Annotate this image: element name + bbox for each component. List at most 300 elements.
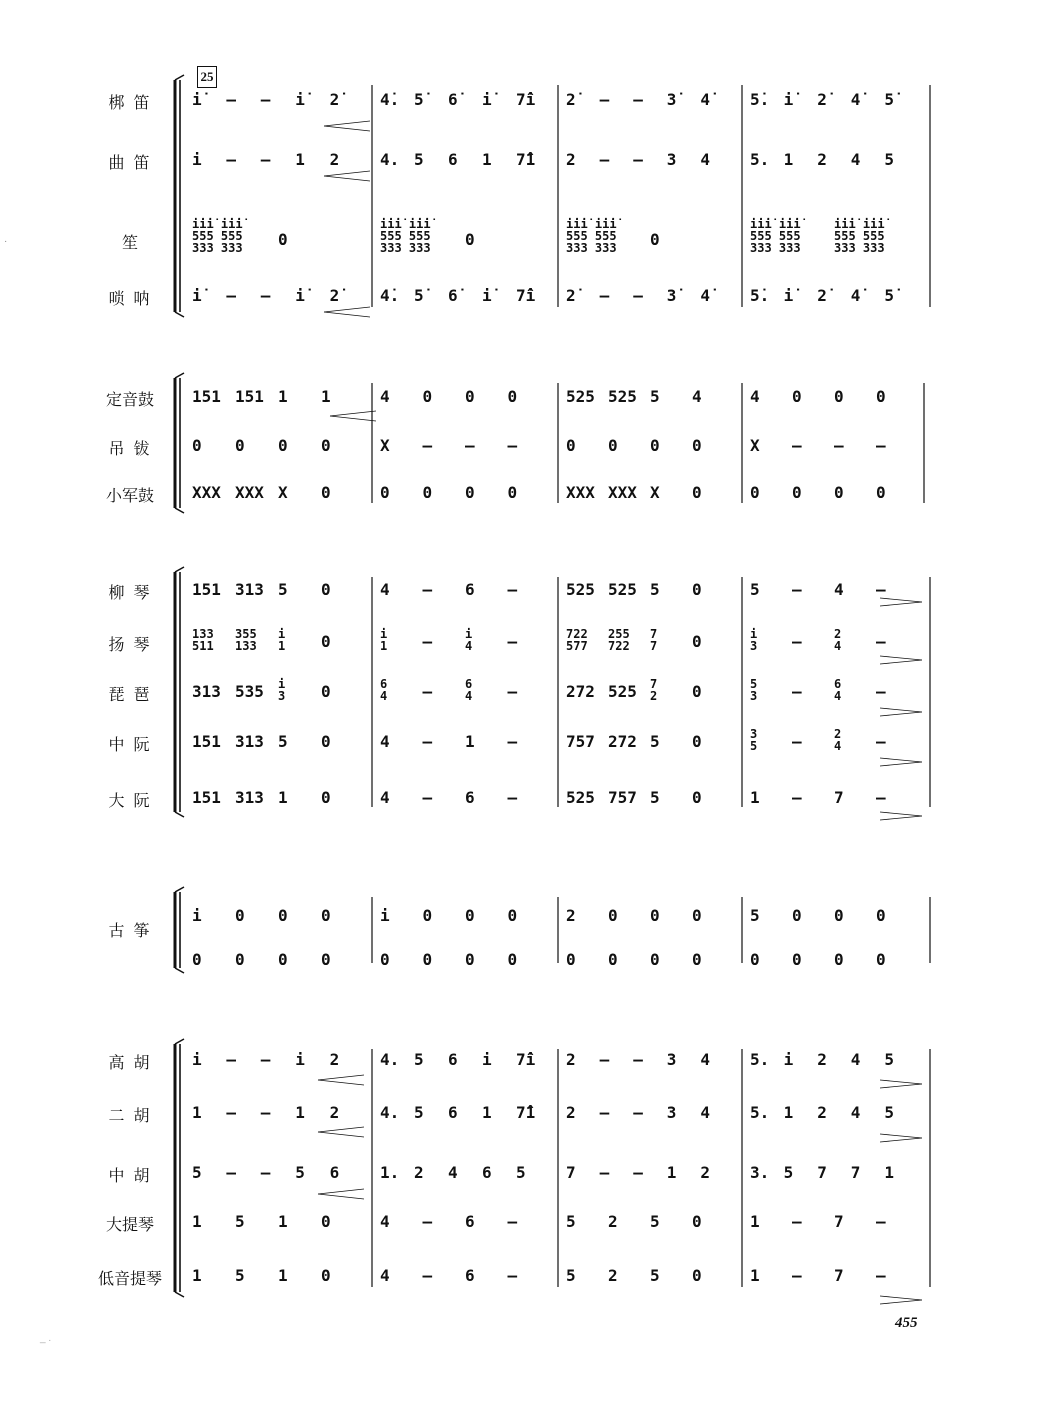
hairpin [324,121,370,126]
note-token: 4 [692,387,702,406]
note-token: 313 [235,580,264,599]
note-token: 7 [834,1266,844,1285]
note-token: 5 [884,150,895,169]
note-token: XXX [235,483,264,502]
note-token: – [876,682,886,701]
note-token: 7̂1 [516,1103,536,1122]
note-token: – [507,1266,518,1285]
note-token: 4. [380,1103,400,1122]
note-token: XXX [566,483,595,502]
note-token: 0 [235,436,245,455]
note-token: i 1 [380,627,388,653]
note-token: 5 [750,580,760,599]
note-token: 2 [566,1050,576,1069]
note-token: 525 [566,580,595,599]
note-token: 6 [448,1103,458,1122]
note-token: 0 [321,732,331,751]
instrument-name: 中 胡 [108,1166,152,1185]
hairpin [330,411,376,416]
note-token: – [792,580,802,599]
note-token: 133 511 [192,627,214,653]
note-token: 0 [692,483,702,502]
note-token: 2 [566,150,576,169]
note-token: 4̇ [850,90,861,109]
note-token: – [599,150,610,169]
note-token: 2 4 [834,727,842,753]
note-token: 0 [321,483,331,502]
bracket-hook [175,312,184,317]
hairpin [880,660,922,664]
note-token: – [599,1163,610,1182]
instrument-name: 定音鼓 [105,390,154,409]
note-token: 0 [692,632,702,651]
note-token: 2 [608,1212,618,1231]
note-token: 1 [482,150,492,169]
note-token: – [260,1103,271,1122]
note-token: 355 133 [235,627,257,653]
note-token: 6 4 [380,677,388,703]
note-token: 6 [482,1163,492,1182]
note-token: 1 [482,1103,492,1122]
bracket-hook [175,1292,184,1297]
note-token: 2 [329,1103,340,1122]
note-token: 5 [783,1163,794,1182]
note-token: i [482,1050,492,1069]
hairpin [880,1084,922,1088]
note-token: 5 [650,732,660,751]
note-token: 1 [750,788,760,807]
note-token: 0 [650,436,660,455]
note-token: 7 [834,788,844,807]
note-token: – [422,1266,433,1285]
bracket-hook [175,373,184,378]
instrument-name: 高 胡 [108,1053,152,1072]
hairpin [880,1134,922,1138]
note-token: 1 [192,1212,202,1231]
note-token: – [226,1050,237,1069]
note-token: 4 [380,788,390,807]
bracket-hook [175,968,184,973]
note-token: – [226,1163,237,1182]
note-token: i [192,150,202,169]
note-token: 1 [666,1163,677,1182]
note-token: 5 [750,906,760,925]
note-token: – [633,1050,643,1069]
note-token: 2 [817,150,827,169]
note-token: 1 [750,1212,760,1231]
note-token: 4 [448,1163,458,1182]
note-token: 0 [750,483,760,502]
note-token: i̇ [192,90,202,109]
instrument-name: 曲 笛 [108,153,152,172]
note-token: 0 [834,906,844,925]
note-token: 0 [792,950,802,969]
note-token: i̇ [482,90,492,109]
note-token: – [422,1212,433,1231]
note-token: 0 [692,906,702,925]
note-token: 4. [380,150,400,169]
bracket-hook [175,508,184,513]
note-token: 757 [608,788,637,807]
note-token: 0 [422,950,433,969]
note-token: i̇i̇i̇ i̇i̇i̇ 555 555 333 333 [192,217,243,255]
note-token: 0 [507,906,518,925]
note-token: 5̇ [884,90,895,109]
hairpin [324,307,370,312]
margin-mark: · [4,236,8,247]
note-token: 2 [817,1103,827,1122]
note-token: i [192,1050,202,1069]
note-token: i̇ [295,286,305,305]
note-token: 5̇. [750,90,770,109]
note-token: 6 [448,1050,458,1069]
note-token: 5 [278,732,288,751]
hairpin [324,126,370,131]
instrument-name: 大提琴 [105,1215,154,1234]
note-token: – [792,788,802,807]
note-token: 6̇ [448,286,458,305]
note-token: 2̇ [329,286,340,305]
note-token: 5̇ [884,286,895,305]
instrument-name: 唢 呐 [108,289,152,308]
note-token: – [422,682,433,701]
note-token: X [750,436,760,455]
note-token: 1 [295,1103,305,1122]
note-token: i̇i̇i̇ i̇i̇i̇ 555 555 333 333 [834,217,885,255]
note-token: – [507,632,518,651]
note-token: 4 [380,580,390,599]
note-token: i̇ [783,286,794,305]
bracket-hook [175,1039,184,1044]
note-token: – [260,1050,271,1069]
note-token: 2 [414,1163,424,1182]
note-token: XXX [192,483,221,502]
bracket-hook [175,812,184,817]
note-token: 5 [566,1266,576,1285]
note-token: 0 [321,580,331,599]
note-token: 0 [321,632,331,651]
note-token: 4 [850,1050,861,1069]
hairpin [318,1189,364,1194]
note-token: 5 [884,1050,895,1069]
note-token: i̇i̇i̇ i̇i̇i̇ 555 555 333 333 [380,217,431,255]
hairpin [880,1296,922,1300]
note-token: 0 [422,906,433,925]
note-token: 5 [650,580,660,599]
note-token: 0 [692,682,702,701]
note-token: 0 [692,950,702,969]
note-token: 1 [750,1266,760,1285]
note-token: 0 [876,483,886,502]
note-token: 2 [566,906,576,925]
instrument-name: 吊 钹 [108,439,152,458]
note-token: 7 [834,1212,844,1231]
rehearsal-mark: 25 [197,66,217,88]
note-token: 5. [750,1103,770,1122]
note-token: 0 [507,950,518,969]
note-token: – [260,150,271,169]
note-token: i̇ [482,286,492,305]
note-token: – [226,90,237,109]
note-token: – [507,580,518,599]
note-token: 0 [465,230,475,249]
hairpin [880,598,922,602]
note-token: – [633,286,643,305]
note-token: 4 [850,150,861,169]
note-token: i 3 [278,677,286,703]
hairpin [324,312,370,317]
note-token: – [792,1212,802,1231]
hairpin [880,708,922,712]
note-token: 4̇ [700,90,711,109]
note-token: 5 [650,788,660,807]
hairpin [880,602,922,606]
note-token: 2̇ [817,90,827,109]
note-token: 272 [566,682,595,701]
note-token: 0 [235,950,245,969]
note-token: 5 [235,1266,245,1285]
note-token: 4 [834,580,844,599]
note-token: 1 [321,387,331,406]
note-token: – [633,1163,643,1182]
note-token: 4 [380,387,390,406]
note-token: 1 [278,387,288,406]
instrument-name: 梆 笛 [108,93,152,112]
note-token: 0 [278,436,288,455]
note-token: 0 [834,387,844,406]
note-token: 1 [783,150,794,169]
note-token: 5 [650,1212,660,1231]
note-token: i̇ [192,286,202,305]
note-token: 313 [192,682,221,701]
note-token: 1 [465,732,475,751]
hairpin [318,1080,364,1085]
note-token: 6 [448,150,458,169]
note-token: 1. [380,1163,400,1182]
note-token: 0 [834,483,844,502]
note-token: 4̇ [850,286,861,305]
hairpin [880,656,922,660]
note-token: – [226,150,237,169]
note-token: 7 [817,1163,827,1182]
note-token: i̇ [783,90,794,109]
note-token: – [792,632,802,651]
note-token: 2 [700,1163,711,1182]
note-token: i [380,906,390,925]
note-token: 272 [608,732,637,751]
note-token: 0 [876,387,886,406]
instrument-name: 大 阮 [108,791,152,810]
note-token: 0 [692,580,702,599]
note-token: i [192,906,202,925]
note-token: 0 [380,483,390,502]
note-token: i [295,1050,305,1069]
hairpin [880,1138,922,1142]
note-token: – [599,1103,610,1122]
note-token: 0 [692,1212,702,1231]
note-token: 1 [884,1163,895,1182]
note-token: 151 [192,732,221,751]
note-token: – [260,1163,271,1182]
margin-mark-bottom: _ . [40,1333,52,1344]
note-token: 151 [235,387,264,406]
note-token: 0 [321,950,331,969]
hairpin [880,712,922,716]
note-token: 5̇ [414,90,424,109]
note-token: 5 [650,387,660,406]
hairpin [318,1132,364,1137]
note-token: – [633,1103,643,1122]
note-token: – [422,632,433,651]
note-token: – [507,732,518,751]
note-token: 6 [465,580,475,599]
note-token: i [783,1050,794,1069]
note-token: i 4 [465,627,473,653]
hairpin [318,1127,364,1132]
note-token: 0 [608,950,618,969]
note-token: 6̇ [448,90,458,109]
note-token: 151 [192,788,221,807]
note-token: – [599,286,610,305]
note-token: 0 [507,387,518,406]
note-token: 6 [465,1212,475,1231]
note-token: 3. [750,1163,770,1182]
note-token: 0 [692,788,702,807]
note-token: 0 [321,906,331,925]
note-token: 4 [380,1266,390,1285]
note-token: – [465,436,475,455]
note-token: 0 [192,950,202,969]
note-token: 0 [465,950,475,969]
note-token: – [792,732,802,751]
hairpin [880,758,922,762]
bracket-hook [175,75,184,80]
note-token: 1 [783,1103,794,1122]
note-token: 0 [792,387,802,406]
note-token: 0 [192,436,202,455]
note-token: i̇i̇i̇ i̇i̇i̇ 555 555 333 333 [566,217,617,255]
note-token: 7 2 [650,677,658,703]
instrument-name: 古 筝 [108,921,152,940]
note-token: 5 [884,1103,895,1122]
note-token: 5. [750,1050,770,1069]
hairpin [324,171,370,176]
note-token: 3 5 [750,727,758,753]
note-token: – [422,580,433,599]
note-token: – [834,436,844,455]
note-token: 2 [566,1103,576,1122]
note-token: 4 [700,1050,711,1069]
note-token: 2 4 [834,627,842,653]
note-token: – [422,732,433,751]
note-token: 0 [465,387,475,406]
note-token: 151 [192,580,221,599]
page-number: 455 [895,1315,918,1331]
note-token: 3 [666,1103,677,1122]
note-token: 5 [650,1266,660,1285]
note-token: X [278,483,288,502]
instrument-name: 柳 琴 [108,583,152,602]
note-token: 6 [465,788,475,807]
note-token: 2̇ [329,90,340,109]
note-token: 5 [414,1050,424,1069]
note-token: – [792,682,802,701]
note-token: – [226,286,237,305]
note-token: 6 [329,1163,340,1182]
note-token: 5 [295,1163,305,1182]
note-token: 4 [750,387,760,406]
note-token: 2 [329,150,340,169]
note-token: 2 [329,1050,340,1069]
note-token: 5 [192,1163,202,1182]
note-token: 5 [278,580,288,599]
instrument-name: 琵 琶 [108,685,152,704]
note-token: 1 [295,150,305,169]
note-token: X [650,483,660,502]
note-token: 0 [235,906,245,925]
note-token: i̇i̇i̇ i̇i̇i̇ 555 555 333 333 [750,217,801,255]
note-token: 0 [750,950,760,969]
instrument-name: 扬 琴 [108,635,152,654]
note-token: 5 [414,150,424,169]
note-token: 0 [692,436,702,455]
note-token: 0 [321,1266,331,1285]
note-token: – [260,286,271,305]
note-token: 757 [566,732,595,751]
note-token: i 3 [750,627,758,653]
note-token: 3 [666,1050,677,1069]
note-token: 3 [666,150,677,169]
note-token: 6 [465,1266,475,1285]
note-token: 151 [192,387,221,406]
note-token: 525 [608,682,637,701]
note-token: – [792,436,802,455]
hairpin [880,1080,922,1084]
note-token: 7 [850,1163,861,1182]
note-token: 0 [422,387,433,406]
note-token: 0 [278,950,288,969]
note-token: 5 [566,1212,576,1231]
note-token: 1 [192,1103,202,1122]
note-token: 5. [750,150,770,169]
note-token: 5 [414,1103,424,1122]
note-token: 525 [608,580,637,599]
note-token: 0 [321,682,331,701]
note-token: 2̇ [817,286,827,305]
note-token: 2̇ [566,90,576,109]
hairpin [318,1194,364,1199]
hairpin [880,812,922,816]
note-token: i 1 [278,627,286,653]
note-token: – [507,1212,518,1231]
note-token: 0 [380,950,390,969]
note-token: 5 [235,1212,245,1231]
note-token: 0 [566,436,576,455]
note-token: 3̇ [666,90,677,109]
note-token: 525 [608,387,637,406]
note-token: – [633,90,643,109]
note-token: XXX [608,483,637,502]
note-token: 0 [792,906,802,925]
note-token: 0 [650,230,660,249]
instrument-name: 笙 [121,233,138,252]
note-token: 4 [380,732,390,751]
note-token: 0 [792,483,802,502]
note-token: 1 [192,1266,202,1285]
note-token: – [876,732,886,751]
note-token: 4̇. [380,286,400,305]
note-token: – [507,436,518,455]
